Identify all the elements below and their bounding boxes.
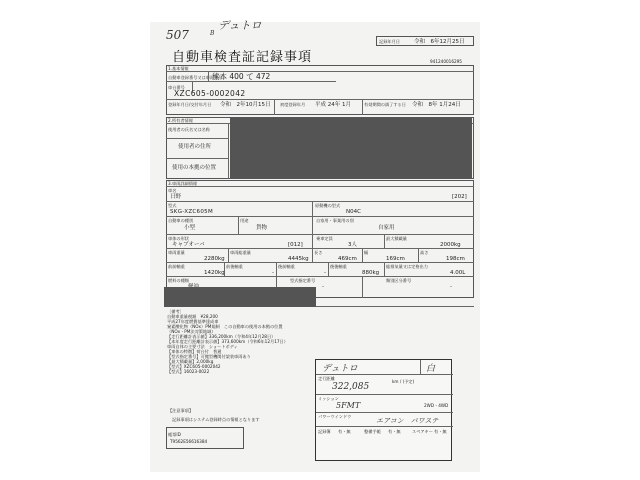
basic-info-heading: 1.基本情報: [168, 66, 189, 71]
fr-axle-label: 前後軸重: [226, 264, 243, 269]
purpose-label: 自家用・事業用の別: [316, 218, 354, 223]
first-reg-label: 登録年月日/交付年月日: [168, 102, 212, 107]
vehicle-detail-heading: 3.車両詳細情報: [168, 181, 198, 186]
footer-id-box: [166, 427, 244, 449]
expiry-value: 令和 8年 1月24日: [412, 102, 461, 108]
owner-address-label: 使用者の住所: [178, 144, 212, 150]
reg-number-value: 熊本 400 て 472: [212, 72, 271, 81]
inspection-record-page: [150, 19, 480, 472]
sticker-drive-label: 2WD・4WD: [424, 403, 449, 408]
dealer-sticker: [315, 359, 452, 461]
owner-name-label: 使用者の氏名又は名称: [168, 127, 210, 132]
max-load-label: 最大積載量: [386, 236, 407, 241]
use-value: 貨物: [256, 225, 268, 231]
remark-line: 【最大積載量】2,000kg: [167, 359, 214, 364]
body-label: 車体の形状: [168, 236, 189, 241]
max-load-value: 2000kg: [440, 242, 461, 248]
length-label: 長さ: [314, 250, 323, 255]
remark-line: 【型式】XZC605-0002042: [167, 364, 221, 369]
record-date-box: [376, 36, 474, 46]
kind-label: 自動車の種別: [168, 218, 194, 223]
remark-line: 窒素酸化物（NOx）PM規制 この自動車の使用の本拠の位置: [167, 324, 283, 329]
capacity-label: 乗車定員: [316, 236, 333, 241]
document-number: 941240016295: [430, 59, 462, 64]
displacement-value: 4.00L: [450, 270, 466, 276]
ff-axle-value: 1420kg: [204, 270, 225, 276]
gross-weight-value: 4445kg: [288, 256, 309, 262]
remark-line: 【型式指定番号】可搬型機関付架装車両あり: [167, 354, 251, 359]
class-number-value: -: [450, 284, 452, 290]
use-label: 用途: [240, 218, 249, 223]
notes-heading: 【注意事項】: [168, 408, 194, 413]
engine-label: 原動機の型式: [315, 203, 341, 208]
type-number-value: -: [322, 284, 324, 290]
gross-weight-label: 車両総重量: [230, 250, 251, 255]
rf-axle-value: -: [324, 270, 326, 276]
rr-axle-value: 880kg: [362, 270, 380, 276]
weight-label: 車両重量: [168, 250, 185, 255]
remark-line: 車両自体の主要寸法 ショートボディ: [167, 344, 238, 349]
reg-number-label: 自動車登録番号又は車両番号: [168, 75, 223, 80]
remark-line: （NOx・PM法対策地域）: [167, 329, 216, 334]
capacity-value: 3人: [348, 242, 357, 248]
rf-axle-label: 後前軸重: [278, 264, 295, 269]
maker-value: 日野: [170, 194, 182, 200]
sticker-mileage-unit: km / (予定): [392, 379, 415, 384]
maker-label: 車名: [168, 188, 177, 193]
fuel-label: 燃料の種類: [168, 278, 189, 283]
page-title: 自動車検査証記録事項: [172, 50, 313, 65]
sticker-book-value: 有・無: [338, 429, 351, 434]
sticker-mission-label: ミッション: [318, 396, 339, 401]
remark-line: 【本年度走行距離計表示値】373,600km（令和6年12月17日）: [167, 339, 288, 344]
sticker-manual-label: 整備手帳: [364, 429, 381, 434]
chassis-number-label: 車台番号: [168, 85, 185, 90]
maker-code: [202]: [452, 194, 467, 200]
sticker-book-label: 記録簿: [318, 429, 331, 434]
height-value: 198cm: [446, 256, 465, 262]
remark-line: 【走行距離計表示値】336,200km（令和4年12月28日）: [167, 334, 276, 339]
handwritten-letter: B: [210, 30, 215, 37]
remark-line: 【車体の特徴】荷台付 普通: [167, 349, 222, 354]
owner-info-redaction: [230, 118, 472, 178]
first-year-value: 平成 24年 1月: [315, 102, 351, 108]
purpose-value: 自家用: [378, 225, 395, 231]
footer-id-value: T9562E56616384: [170, 439, 208, 444]
remark-line: 自動車重量税額 ¥28,200: [167, 314, 218, 319]
sticker-mileage-label: 走行距離: [318, 376, 335, 381]
remark-line: ［備考］: [167, 309, 184, 314]
length-value: 469cm: [338, 256, 357, 262]
sticker-options-value: エアコン パワステ: [376, 417, 439, 425]
sticker-spare-value: 有・無: [434, 429, 447, 434]
chassis-number-value: XZC605-0002042: [174, 89, 246, 98]
weight-value: 2280kg: [204, 256, 225, 262]
remarks-list: [167, 309, 288, 374]
class-number-label: 類別区分番号: [386, 278, 412, 283]
width-value: 169cm: [386, 256, 405, 262]
first-reg-value: 令和 2年10月15日: [220, 102, 271, 108]
height-label: 高さ: [420, 250, 429, 255]
notes-text: 記録事項はシステム登録時点の情報となります: [172, 417, 260, 422]
sticker-mileage-value: 322,085: [332, 382, 370, 392]
fr-axle-value: -: [272, 270, 274, 276]
model-label: 型式: [168, 203, 177, 208]
sticker-options-label: パワーウインドウ: [318, 414, 352, 419]
width-label: 幅: [364, 250, 369, 255]
handwritten-page-number: 507: [166, 28, 189, 42]
sticker-mission-value: 5FMT: [336, 401, 361, 410]
base-location-label: 使用の本拠の位置: [172, 165, 217, 171]
footer-id-label: 帳票ID: [168, 432, 181, 437]
sticker-manual-value: 有・無: [388, 429, 401, 434]
sticker-name-value: デュトロ: [322, 364, 358, 374]
remark-line: 平成27年度燃費基準達成車: [167, 319, 219, 324]
displacement-label: 総排気量又は定格出力: [386, 264, 428, 269]
kind-value: 小型: [184, 225, 196, 231]
sticker-spare-label: スペアキー: [412, 429, 433, 434]
ff-axle-label: 前前軸重: [168, 264, 185, 269]
body-code: [012]: [288, 242, 303, 248]
handwritten-model-name: デュトロ: [218, 19, 262, 32]
engine-value: N04C: [346, 209, 361, 215]
model-value: SKG-XZC605M: [170, 209, 213, 215]
owner-info-heading: 2.所有者情報: [168, 118, 193, 123]
body-value: キャブオーバ: [172, 242, 205, 248]
expiry-label: 有効期間の満了する日: [364, 102, 406, 107]
rr-axle-label: 後後軸重: [330, 264, 347, 269]
remarks-redaction: [164, 287, 316, 307]
first-year-label: 初度登録年月: [280, 102, 306, 107]
type-number-label: 型式指定番号: [290, 278, 316, 283]
record-date-label: 記録年月日: [379, 39, 400, 44]
remark-line: 【型式】16023-0022: [167, 369, 210, 374]
sticker-color-value: 白: [426, 364, 436, 374]
record-date-value: 令和 6年12月25日: [414, 39, 465, 45]
